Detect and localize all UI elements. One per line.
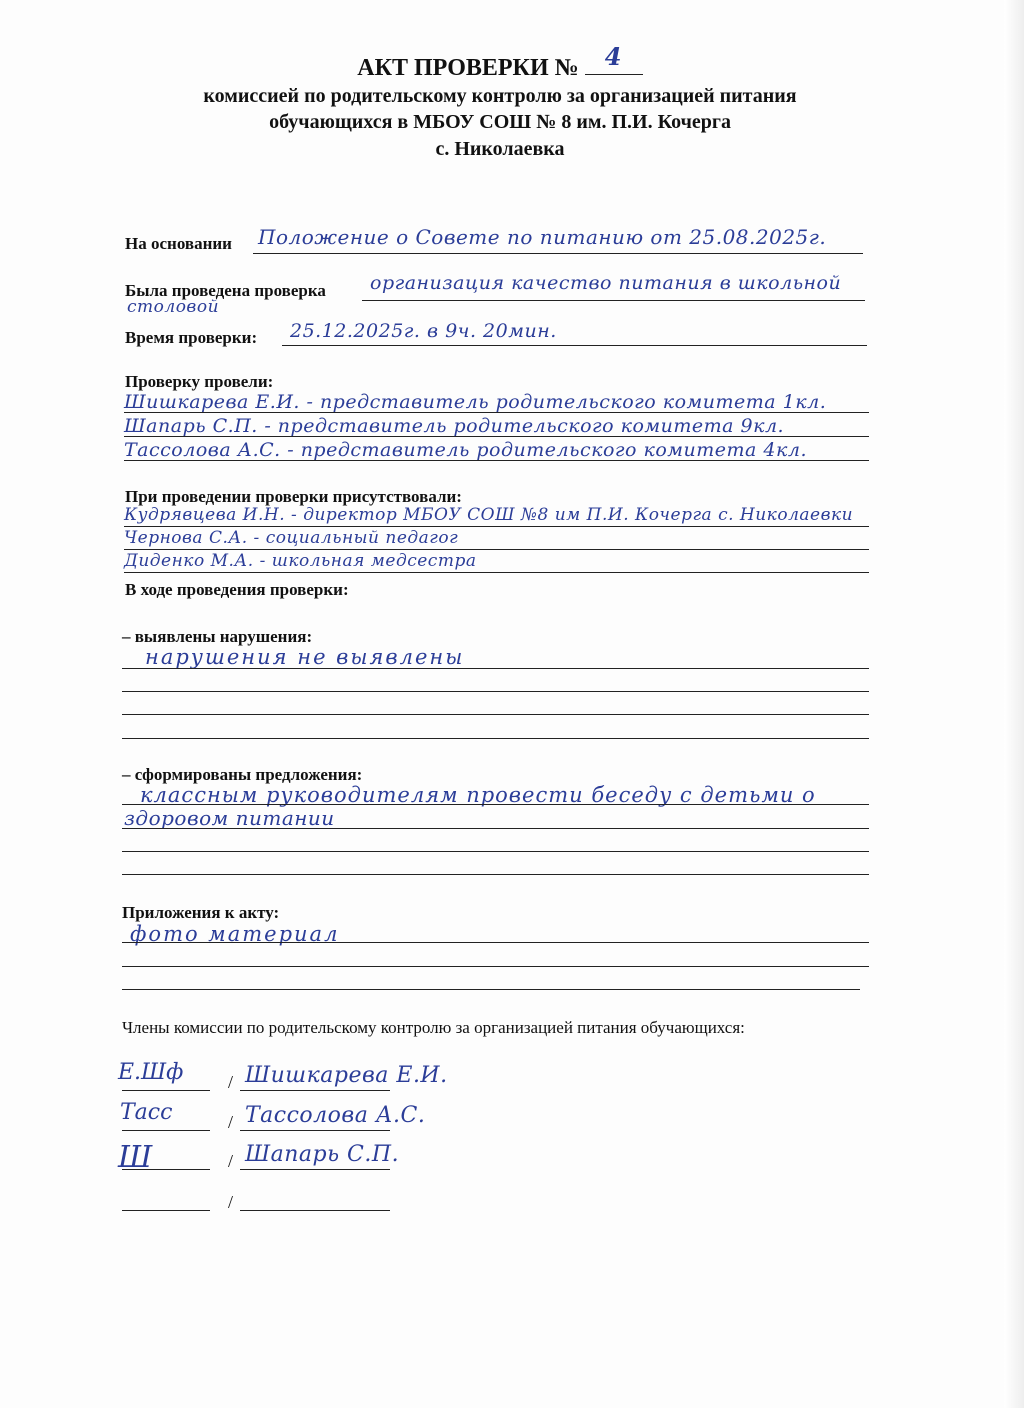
name-line — [240, 1169, 390, 1170]
separator: / — [228, 1072, 234, 1092]
violations-line — [122, 738, 869, 739]
subtitle-line-2: обучающихся в МБОУ СОШ № 8 им. П.И. Кочерга — [269, 111, 731, 133]
subtitle-line-1: комиссией по родительскому контролю за организацией питания — [203, 85, 797, 107]
members-label: Члены комиссии по родительскому контролю за организацией питания обучающихся: — [122, 1018, 745, 1037]
scan-edge — [1004, 0, 1024, 1408]
signature-line — [122, 1210, 210, 1211]
proposals-line — [122, 804, 869, 805]
attachments-label: Приложения к акту: — [122, 903, 280, 922]
act-number-field — [585, 42, 643, 75]
attachments-line — [122, 966, 869, 967]
member-name: Шишкарева Е.И. — [245, 1063, 448, 1088]
violations-value: нарушения не выявлены — [145, 645, 465, 669]
violations-line — [122, 691, 869, 692]
conducted-label: Проверку провели: — [125, 372, 274, 391]
act-title — [0, 42, 1000, 82]
member-name: Тассолова А.С. — [245, 1103, 426, 1128]
attachments-line — [122, 942, 869, 943]
member-signature: Тасс — [120, 1100, 173, 1125]
basis-line — [253, 253, 863, 254]
conducted-line — [124, 460, 869, 461]
title-text: АКТ ПРОВЕРКИ № — [357, 55, 579, 81]
time-line — [282, 345, 867, 346]
separator: / — [228, 1192, 234, 1212]
proposals-label: – сформированы предложения: — [122, 765, 363, 784]
violations-line — [122, 714, 869, 715]
signature-line — [122, 1169, 210, 1170]
check-value-2: столовой — [127, 297, 220, 317]
violations-line — [122, 668, 869, 669]
time-label: Время проверки: — [125, 328, 258, 347]
member-name: Шапарь С.П. — [245, 1142, 400, 1167]
present-line — [124, 526, 869, 527]
check-line — [362, 300, 865, 301]
conducted-entry: Шапарь С.П. - представитель родительского комитета 9кл. — [124, 415, 785, 437]
name-line — [240, 1090, 390, 1091]
signature-line — [122, 1090, 210, 1091]
act-number: 4 — [604, 42, 622, 71]
present-label: При проведении проверки присутствовали: — [125, 487, 462, 506]
during-label: В ходе проведения проверки: — [125, 580, 349, 599]
conducted-entry: Тассолова А.С. - представитель родительского комитета 4кл. — [124, 439, 807, 461]
separator: / — [228, 1151, 234, 1171]
violations-label: – выявлены нарушения: — [122, 627, 313, 646]
conducted-line — [124, 412, 869, 413]
name-line — [240, 1210, 390, 1211]
conducted-line — [124, 436, 869, 437]
basis-label: На основании — [125, 234, 232, 253]
present-entry: Кудрявцева И.Н. - директор МБОУ СОШ №8 им П.И. Кочерга с. Николаевки — [124, 505, 854, 525]
basis-value: Положение о Совете по питанию от 25.08.2025г. — [258, 225, 827, 249]
present-line — [124, 549, 869, 550]
check-value-1: организация качество питания в школьной — [370, 272, 842, 294]
signature-line — [122, 1130, 210, 1131]
time-value: 25.12.2025г. в 9ч. 20мин. — [290, 320, 557, 342]
subtitle-line-3: с. Николаевка — [435, 138, 565, 160]
member-signature: Е.Шф — [118, 1060, 184, 1085]
present-entry: Чернова С.А. - социальный педагог — [124, 528, 459, 548]
check-label: Была проведена проверка — [125, 281, 326, 300]
proposals-line — [122, 851, 869, 852]
attachments-line — [122, 989, 860, 990]
member-signature: Ш — [118, 1140, 153, 1175]
name-line — [240, 1130, 390, 1131]
separator: / — [228, 1112, 234, 1132]
proposals-value-1: классным руководителям провести беседу с детьми о — [140, 783, 816, 807]
proposals-value-2: здоровом питании — [124, 806, 335, 830]
conducted-entry: Шишкарева Е.И. - представитель родительского комитета 1кл. — [124, 391, 827, 413]
proposals-line — [122, 828, 869, 829]
present-entry: Диденко М.А. - школьная медсестра — [124, 551, 477, 571]
proposals-line — [122, 874, 869, 875]
attachments-value: фото материал — [130, 922, 340, 946]
present-line — [124, 572, 869, 573]
